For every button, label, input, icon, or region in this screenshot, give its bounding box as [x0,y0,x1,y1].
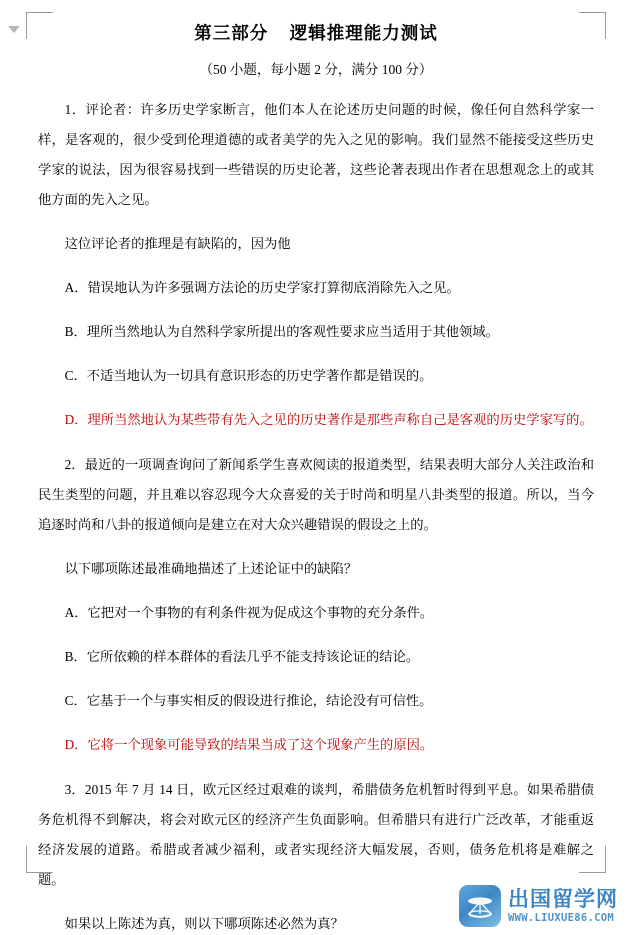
option-label: B． [64,648,87,664]
option-text: 理所当然地认为自然科学家所提出的客观性要求应当适用于其他领域。 [86,323,499,339]
option-label: C． [64,367,87,383]
option-label: C． [64,692,87,708]
option-label: B． [64,323,87,339]
option-label: D． [64,411,88,427]
question-2 [38,450,594,760]
option-a[interactable] [38,273,594,303]
option-a[interactable] [38,598,594,628]
site-name: 出国留学网 [508,886,618,911]
question-stem: 2．最近的一项调查询问了新闻系学生喜欢阅读的报道类型，结果表明大部分人关注政治和民生类型的问题，并且难以容忍现今大众喜爱的关于时尚和明星八卦类型的报道。所以，当今追逐时尚和八卦的报道倾向是建立在对大众兴趣错误的假设之上的。 [38,456,594,532]
question-prompt: 如果以上陈述为真，则以下哪项陈述必然为真？ [64,915,344,931]
question-prompt: 以下哪项陈述最准确地描述了上述论证中的缺陷？ [64,560,358,576]
option-d[interactable] [38,730,594,760]
option-d[interactable] [38,405,594,435]
option-text: 它把对一个事物的有利条件视为促成这个事物的充分条件。 [87,604,434,620]
option-label: A． [64,279,88,295]
question-1 [38,95,594,435]
option-text: 错误地认为许多强调方法论的历史学家打算彻底消除先入之见。 [87,279,460,295]
page-subtitle: （50 小题，每小题 2 分，满分 100 分） [199,61,433,77]
option-text: 理所当然地认为某些带有先入之见的历史著作是那些声称自己是客观的历史学家写的。 [87,411,593,427]
option-b[interactable] [38,317,594,347]
option-text: 它所依赖的样本群体的看法几乎不能支持该论证的结论。 [86,648,420,664]
option-c[interactable] [38,686,594,716]
option-b[interactable] [38,642,594,672]
paragraph-revision-marker-icon [8,26,20,33]
option-label: A． [64,604,88,620]
question-stem: 3．2015 年 7 月 14 日，欧元区经过艰难的谈判，希腊债务危机暂时得到平息。如果希腊债务危机得不到解决，将会对欧元区的经济产生负面影响。但希腊只有进行广泛改革，才能重返经济发展的道路。希腊或者减少福利，或者实现经济大幅发展，否则，债务危机将是难解之题。 [38,781,594,887]
option-text: 它基于一个与事实相反的假设进行推论，结论没有可信性。 [86,692,433,708]
site-url: WWW.LIUXUE86.COM [508,911,614,924]
option-text: 它将一个现象可能导致的结果当成了这个现象产生的原因。 [87,736,434,752]
page-title: 第三部分 逻辑推理能力测试 [194,23,438,43]
site-watermark [459,885,618,927]
question-prompt: 这位评论者的推理是有缺陷的，因为他 [64,235,291,251]
document-content [38,8,594,935]
site-logo-icon [459,885,501,927]
question-stem: 1．评论者：许多历史学家断言，他们本人在论述历史问题的时候，像任何自然科学家一样，是客观的，很少受到伦理道德的或者美学的先入之见的影响。我们显然不能接受这些历史学家的说法，因为很容易找到一些错误的历史论著，这些论著表现出作者在思想观念上的或其他方面的先入之见。 [38,101,594,207]
option-text: 不适当地认为一切具有意识形态的历史学著作都是错误的。 [86,367,433,383]
site-watermark-text [508,886,618,924]
option-c[interactable] [38,361,594,391]
option-label: D． [64,736,88,752]
